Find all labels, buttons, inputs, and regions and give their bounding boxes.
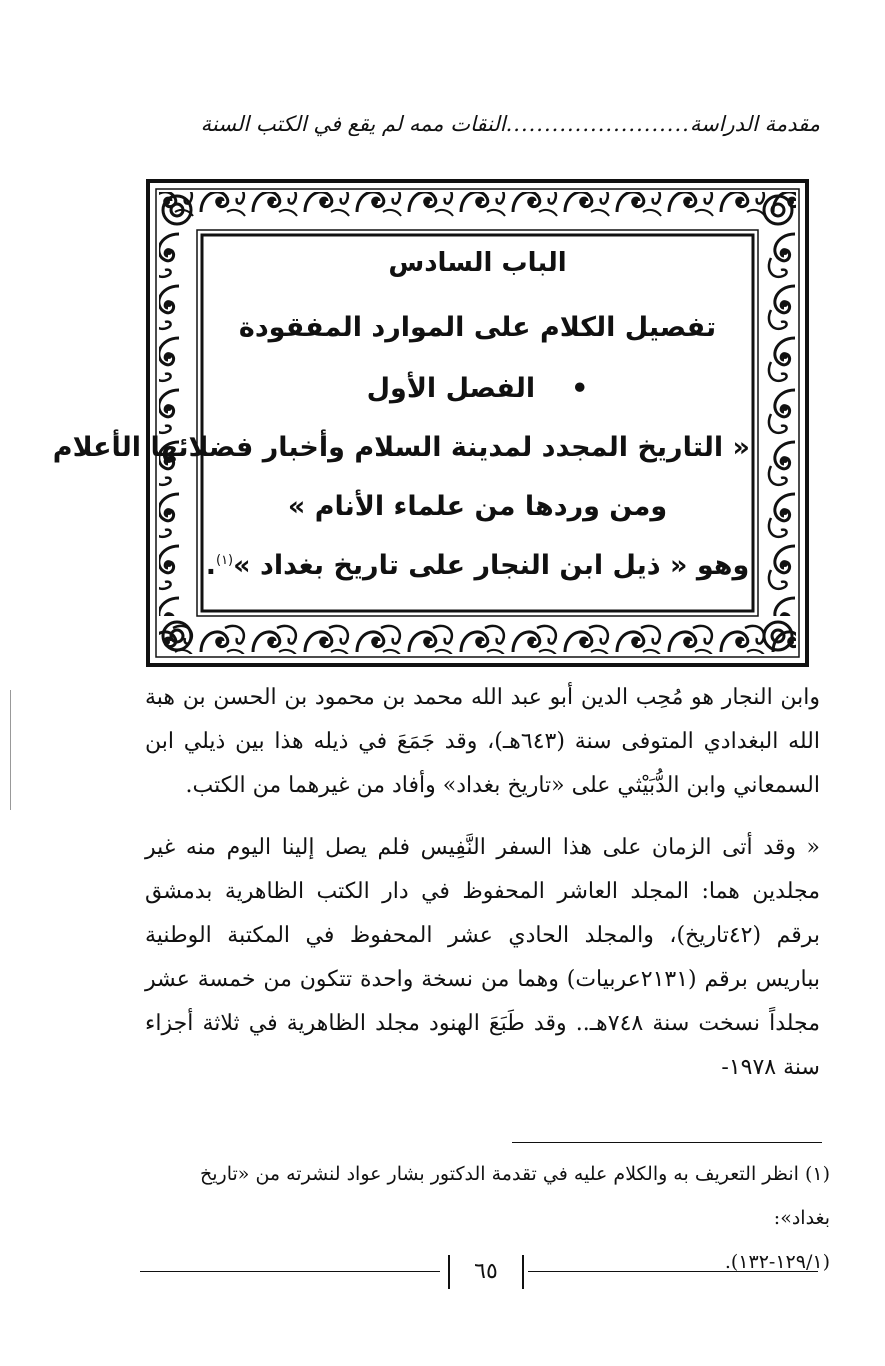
chapter-heading <box>205 373 750 404</box>
frame-title-block <box>52 238 750 608</box>
ornamental-frame <box>52 178 810 668</box>
part-title: الباب السادس <box>388 248 567 278</box>
book-title-line2: ومن وردها من علماء الأنام » <box>287 491 668 522</box>
footnote-line: (١) انظر التعريف به والكلام عليه في تقدمة الدكتور بشار عواد لنشرته من «تاريخ بغداد»: <box>199 1163 830 1229</box>
title-period: . <box>205 550 216 581</box>
page-number: ٦٥ <box>448 1255 524 1289</box>
part-subtitle: تفصيل الكلام على الموارد المفقودة <box>238 312 717 343</box>
bullet-icon: • <box>571 373 589 404</box>
paragraph: « وقد أتى الزمان على هذا السفر النَّفِيس فلم يصل إلينا اليوم منه غير مجلدين هما: المجلد العاشر المحفوظ في دار الكتب الظاهرية بدمشق برقم (٤٢تاريخ)، والمجلد الحادي عشر المحفوظ في المكتبة الوطنية بباريس برقم (٢١٣١عربيات) وهما من نسخة واحدة تتكون من خمسة عشر مجلداً نسخت سنة ٧٤٨هـ.. وقد طَبَعَ الهنود مجلد الظاهرية في ثلاثة أجزاء سنة ١٩٧٨- <box>145 835 821 1080</box>
footnote-marker: (١) <box>215 553 234 568</box>
scan-margin-mark <box>10 690 11 810</box>
footnote-line: (١٢٩/١-١٣٢). <box>724 1251 830 1273</box>
footnote-separator <box>512 1142 822 1143</box>
book-alt-title: وهو « ذيل ابن النجار على تاريخ بغداد » <box>233 550 750 581</box>
body-text <box>145 676 820 1090</box>
chapter-title: الفصل الأول <box>366 373 536 404</box>
book-title-line1: « التاريخ المجدد لمدينة السلام وأخبار فضلائها الأعلام <box>52 432 750 463</box>
paragraph: وابن النجار هو مُحِب الدين أبو عبد الله محمد بن محمود بن الحسن بن هبة الله البغدادي المتوفى سنة (٦٤٣هـ)، وقد جَمَعَ في ذيله هذا بين ذيلي ابن السمعاني وابن الدُّبَيْثي على «تاريخ بغداد» وأفاد من غيرهما من الكتب. <box>145 685 820 798</box>
book-title-line3 <box>205 550 750 581</box>
page-number-rule-right <box>528 1271 818 1272</box>
header-leader-dots: ........................ <box>505 112 690 136</box>
header-section-title: النقات ممه لم يقع في الكتب السنة <box>200 112 506 136</box>
running-header <box>160 104 820 144</box>
header-chapter-title: مقدمة الدراسة <box>689 112 820 136</box>
page-number-rule-left <box>140 1271 440 1272</box>
